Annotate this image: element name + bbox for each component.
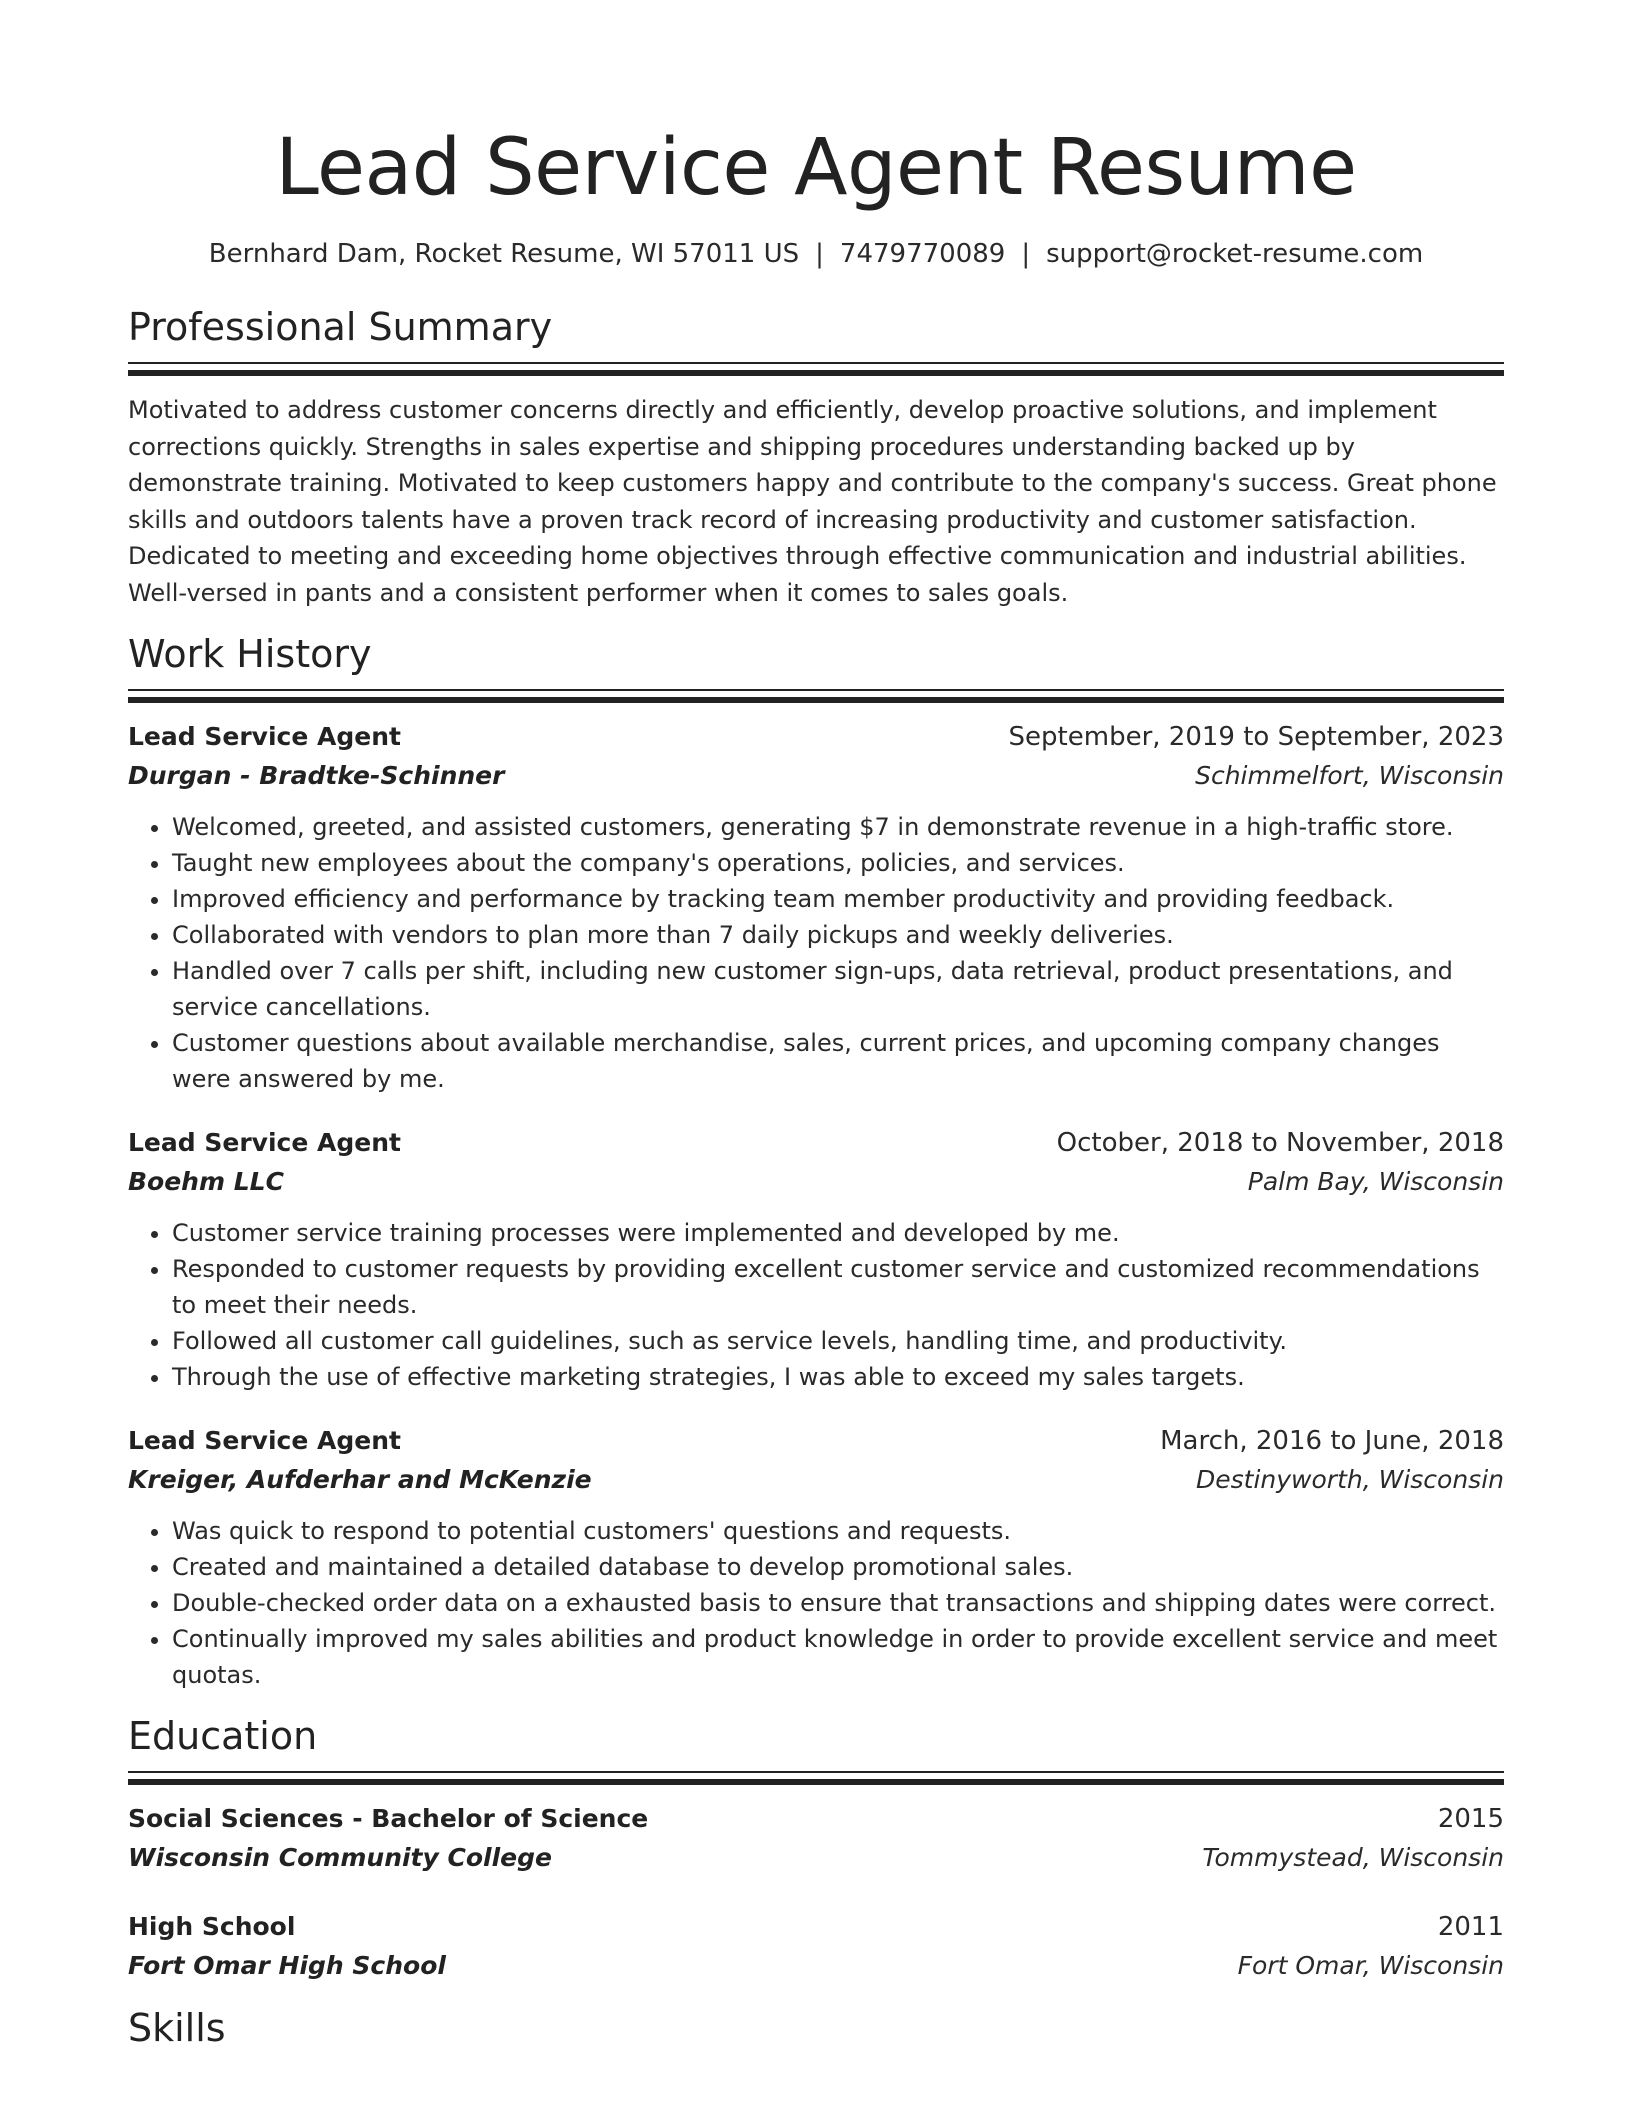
job-header-row xyxy=(128,1421,1504,1461)
contact-address: Bernhard Dam, Rocket Resume, WI 57011 US xyxy=(208,239,800,269)
list-item: • Followed all customer call guidelines, such as service levels, handling time, and productivity. xyxy=(172,1323,1504,1359)
job-entry xyxy=(128,717,1504,1097)
contact-phone: 7479770089 xyxy=(839,239,1006,269)
education-school: Wisconsin Community College xyxy=(128,1843,552,1872)
job-bullets xyxy=(128,809,1504,1097)
section-divider xyxy=(128,689,1504,703)
section-heading: Work History xyxy=(128,632,372,676)
job-company-row xyxy=(128,757,1504,795)
list-item: • Collaborated with vendors to plan more than 7 daily pickups and weekly deliveries. xyxy=(172,917,1504,953)
education-school-row xyxy=(128,1947,1504,1985)
education-location: Tommystead, Wisconsin xyxy=(1202,1843,1504,1872)
list-item: • Double-checked order data on a exhausted basis to ensure that transactions and shipping dates were correct. xyxy=(172,1585,1504,1621)
job-dates: March, 2016 to June, 2018 xyxy=(1160,1426,1504,1456)
list-item: • Handled over 7 calls per shift, including new customer sign-ups, data retrieval, product presentations, and service cancellations. xyxy=(172,953,1504,1025)
resume-title: Lead Service Agent Resume xyxy=(275,123,1357,213)
contact-separator: | xyxy=(815,239,824,269)
education-school-row xyxy=(128,1839,1504,1877)
resume-page xyxy=(128,0,1504,2112)
job-bullets xyxy=(128,1513,1504,1693)
job-company: Durgan - Bradtke-Schinner xyxy=(128,761,505,790)
section-heading: Professional Summary xyxy=(128,305,553,349)
job-title: Lead Service Agent xyxy=(128,722,401,751)
section-divider xyxy=(128,362,1504,376)
section-divider xyxy=(128,1771,1504,1785)
job-location: Palm Bay, Wisconsin xyxy=(1247,1167,1504,1196)
job-bullets xyxy=(128,1215,1504,1395)
summary-text: Motivated to address customer concerns directly and efficiently, develop proactive solutions, and implement corrections quickly. Strengths in sales expertise and shipping procedures understanding backed up by demonstrate training. Motivated to keep customers happy and contribute to the company's success. Great phone skills and outdoors talents have a proven track record of increasing productivity and customer satisfaction. Dedicated to meeting and exceeding home objectives through effective communication and industrial abilities. Well-versed in pants and a consistent performer when it comes to sales goals. xyxy=(128,396,1497,607)
job-company: Boehm LLC xyxy=(128,1167,284,1196)
job-company-row xyxy=(128,1163,1504,1201)
job-location: Schimmelfort, Wisconsin xyxy=(1195,761,1504,790)
list-item: • Customer questions about available merchandise, sales, current prices, and upcoming company changes were answered by me. xyxy=(172,1025,1504,1097)
list-item: • Through the use of effective marketing strategies, I was able to exceed my sales targets. xyxy=(172,1359,1504,1395)
job-location: Destinyworth, Wisconsin xyxy=(1196,1465,1504,1494)
job-entry xyxy=(128,1123,1504,1395)
education-header-row xyxy=(128,1907,1504,1947)
job-header-row xyxy=(128,717,1504,757)
section-heading: Skills xyxy=(128,2006,226,2050)
list-item: • Responded to customer requests by providing excellent customer service and customized recommendations to meet their needs. xyxy=(172,1251,1504,1323)
education-header-row xyxy=(128,1799,1504,1839)
list-item: • Customer service training processes were implemented and developed by me. xyxy=(172,1215,1504,1251)
list-item: • Continually improved my sales abilities and product knowledge in order to provide excellent service and meet quotas. xyxy=(172,1621,1504,1693)
section-heading: Education xyxy=(128,1714,318,1758)
education-year: 2011 xyxy=(1437,1912,1504,1942)
section-education xyxy=(128,1711,1504,1985)
contact-separator: | xyxy=(1021,239,1031,269)
list-item: • Improved efficiency and performance by tracking team member productivity and providing feedback. xyxy=(172,881,1504,917)
job-title: Lead Service Agent xyxy=(128,1128,401,1157)
list-item: • Taught new employees about the company's operations, policies, and services. xyxy=(172,845,1504,881)
job-company-row xyxy=(128,1461,1504,1499)
contact-line xyxy=(128,236,1504,272)
education-entry xyxy=(128,1799,1504,1877)
education-degree: Social Sciences - Bachelor of Science xyxy=(128,1804,649,1833)
job-dates: September, 2019 to September, 2023 xyxy=(1008,722,1504,752)
job-header-row xyxy=(128,1123,1504,1163)
education-year: 2015 xyxy=(1437,1804,1504,1834)
list-item: • Welcomed, greeted, and assisted customers, generating $7 in demonstrate revenue in a high-traffic store. xyxy=(172,809,1504,845)
section-work-history xyxy=(128,629,1504,1693)
education-entry xyxy=(128,1907,1504,1985)
job-entry xyxy=(128,1421,1504,1693)
education-degree: High School xyxy=(128,1912,296,1941)
contact-email: support@rocket-resume.com xyxy=(1046,239,1424,269)
section-skills xyxy=(128,2003,1504,2053)
section-professional-summary xyxy=(128,302,1504,611)
list-item: • Created and maintained a detailed database to develop promotional sales. xyxy=(172,1549,1504,1585)
education-location: Fort Omar, Wisconsin xyxy=(1237,1951,1504,1980)
list-item: • Was quick to respond to potential customers' questions and requests. xyxy=(172,1513,1504,1549)
job-title: Lead Service Agent xyxy=(128,1426,401,1455)
job-dates: October, 2018 to November, 2018 xyxy=(1056,1128,1504,1158)
job-company: Kreiger, Aufderhar and McKenzie xyxy=(128,1465,592,1494)
education-school: Fort Omar High School xyxy=(128,1951,446,1980)
